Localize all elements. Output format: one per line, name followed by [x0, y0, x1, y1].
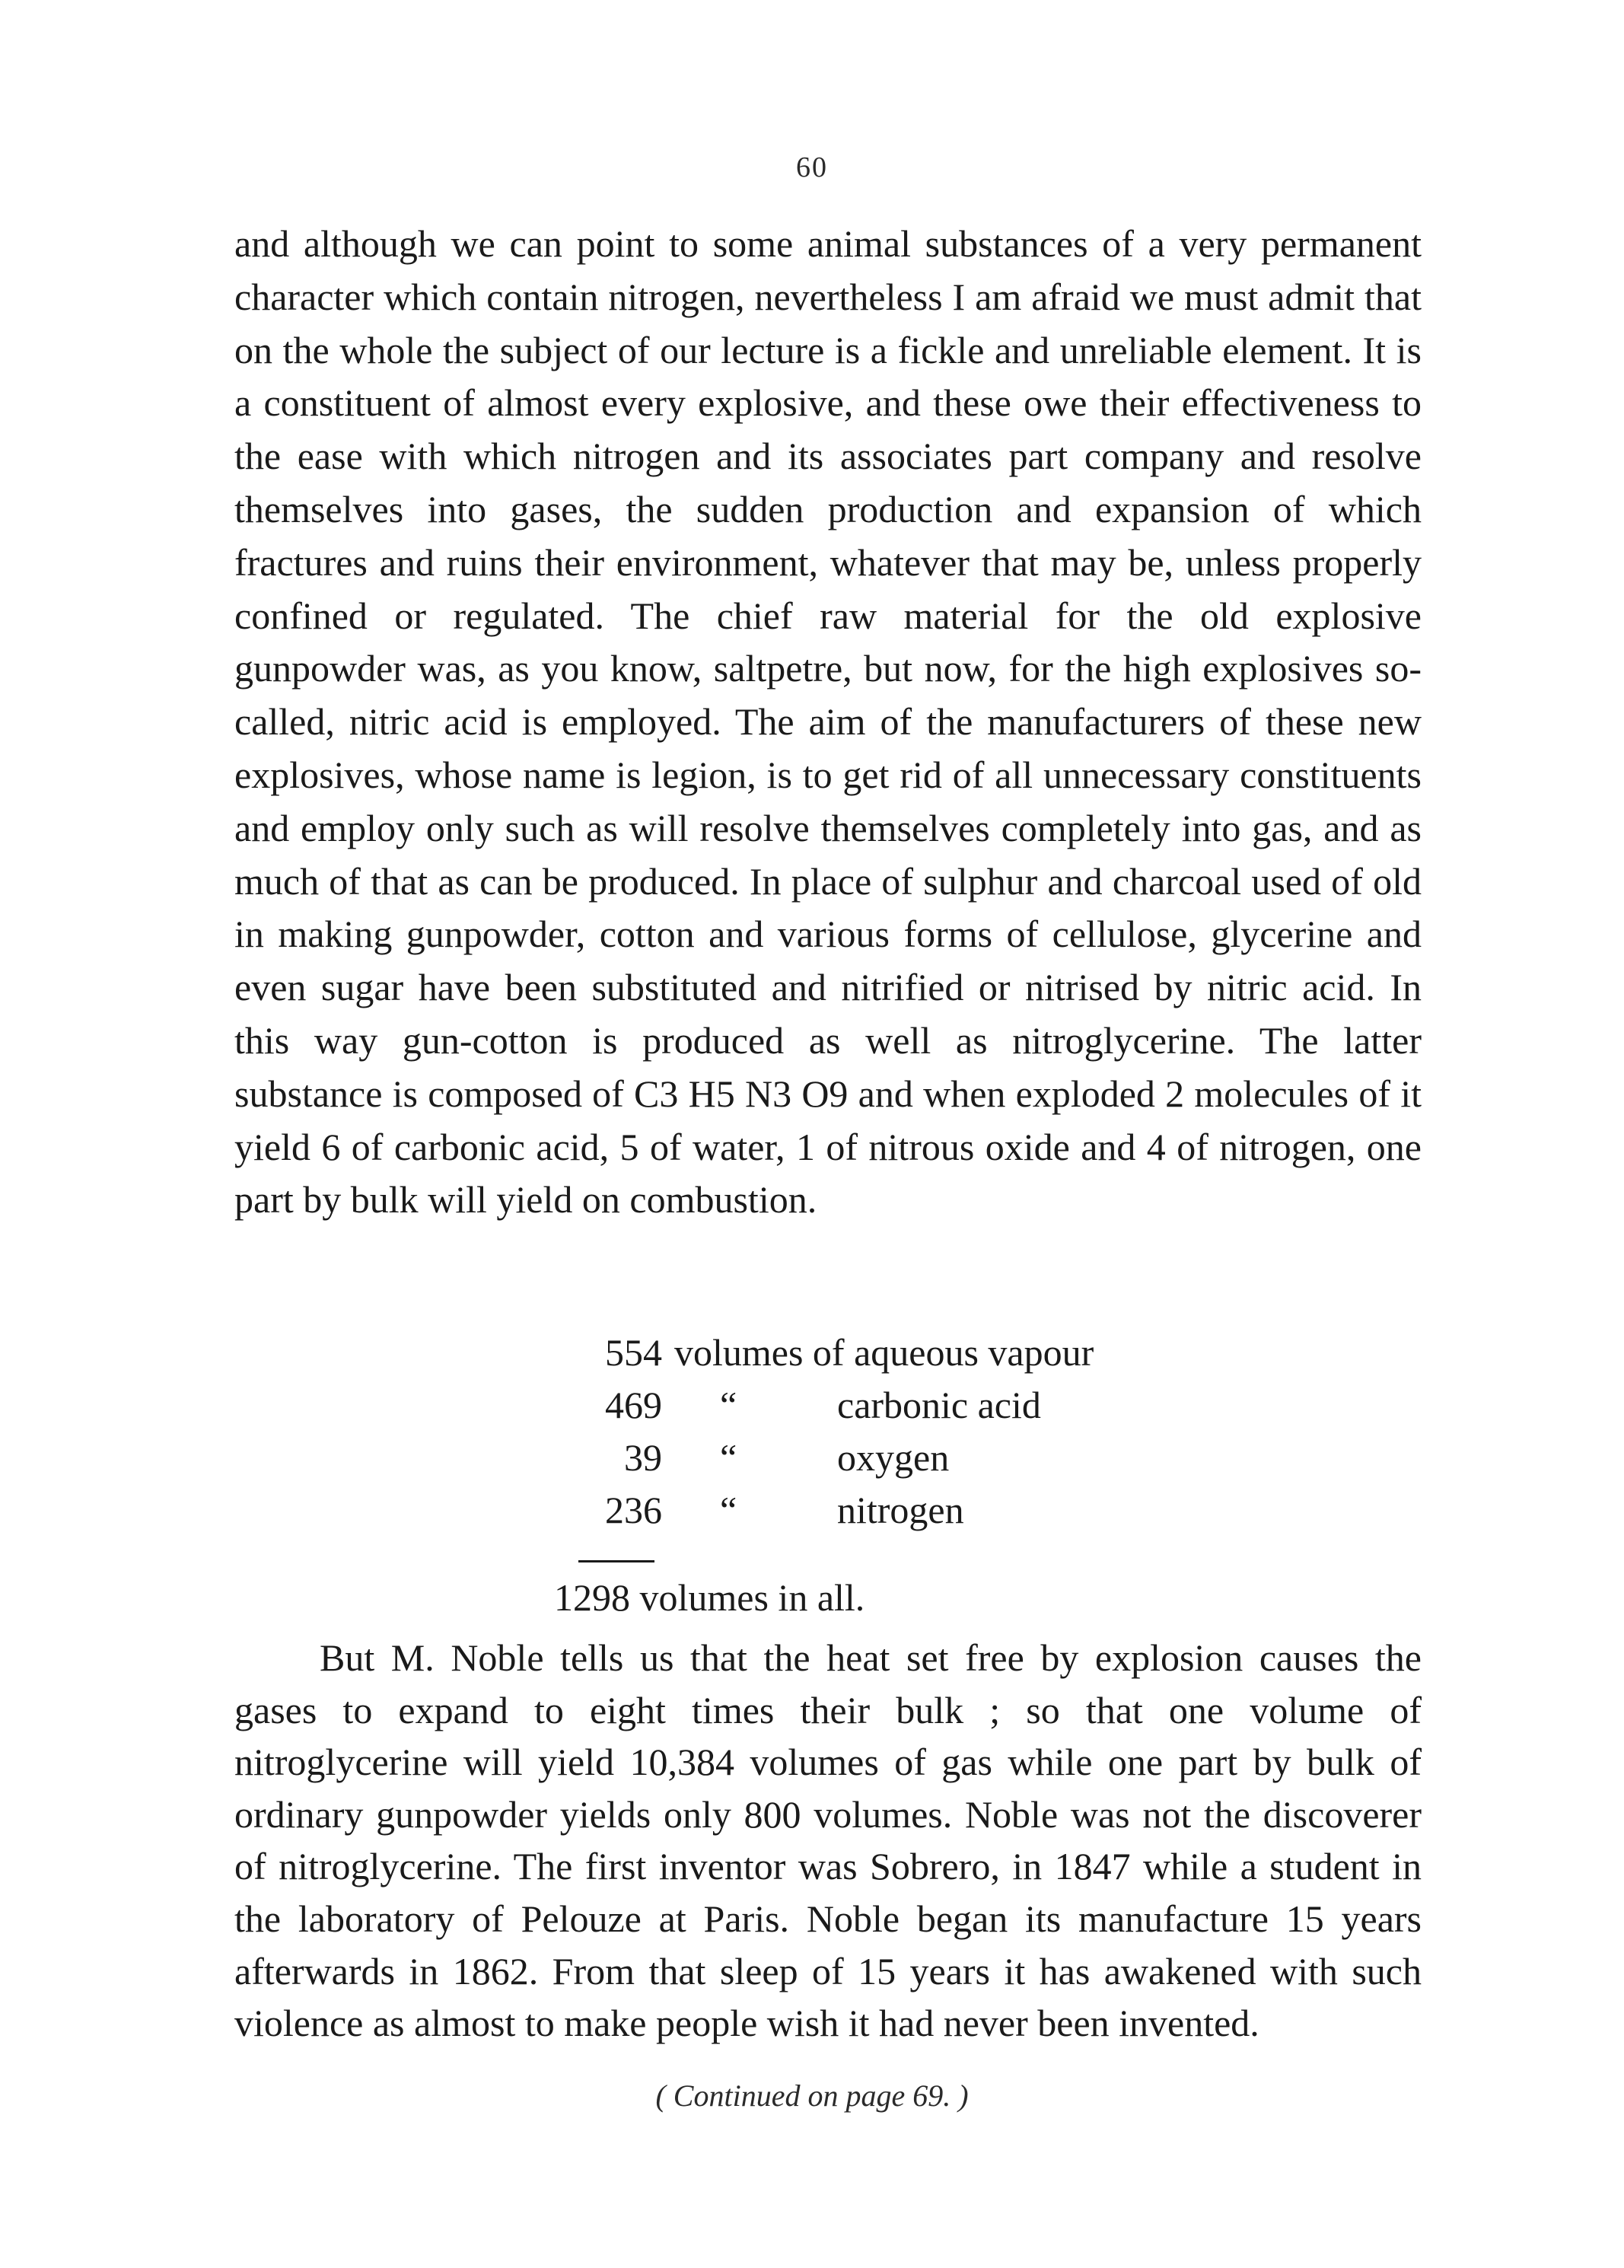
- volume-description: nitrogen: [837, 1489, 964, 1531]
- ditto-mark: “: [720, 1384, 737, 1426]
- page-number: 60: [796, 151, 828, 183]
- volume-number: 39: [624, 1436, 662, 1479]
- volume-number: 554: [605, 1331, 662, 1374]
- volume-description: volumes of aqueous vapour: [674, 1331, 1094, 1374]
- body-paragraph-1: [234, 218, 1422, 1227]
- volume-number: 469: [605, 1384, 662, 1426]
- paragraph-text: and although we can point to some animal substances of a very permanent character which contain nitrogen, nevertheless I am afraid we must admit that on the whole the subject of our lecture is a fickle and unreliable element. It is a constituent of almost every explosive, and these owe their effectiveness to the ease with which nitrogen and its associates part company and resolve themselves into gases, the sudden production and expansion of which fractures and ruins their environment, whatever that may be, unless properly confined or regulated. The chief raw material for the old explosive gunpowder was, as you know, saltpetre, but now, for the high explosives so-called, nitric acid is employed. The aim of the manufacturers of these new explosives, whose name is legion, is to get rid of all unnecessary constituents and employ only such as will resolve themselves completely into gas, and as much of that as can be produced. In place of sulphur and charcoal used of old in making gunpowder, cotton and various forms of cellulose, glycerine and even sugar have been substituted and nitrified or nitrised by nitric acid. In this way gun-cotton is produced as well as nitroglycerine. The latter substance is composed of C3 H5 N3 O9 and when exploded 2 molecules of it yield 6 of carbonic acid, 5 of water, 1 of nitrous oxide and 4 of nitrogen, one part by bulk will yield on combustion.: [234, 222, 1422, 1222]
- volume-description: carbonic acid: [837, 1384, 1041, 1426]
- volume-number: 236: [605, 1489, 662, 1531]
- sum-rule: [578, 1560, 654, 1562]
- continuation-note: ( Continued on page 69. ): [655, 2078, 969, 2113]
- body-paragraph-2: [234, 1632, 1422, 2050]
- volumes-total: 1298 volumes in all.: [554, 1576, 865, 1619]
- ditto-mark: “: [720, 1436, 737, 1479]
- paragraph-text: But M. Noble tells us that the heat set free by explosion causes the gases to expand to eight times their bulk ; so that one volume of nitroglycerine will yield 10,384 volumes of gas while one part by bulk of ordinary gunpowder yields only 800 volumes. Noble was not the discoverer of nitroglycerine. The first inventor was Sobrero, in 1847 while a student in the laboratory of Pelouze at Paris. Noble began its manufacture 15 years afterwards in 1862. From that sleep of 15 years it has awakened with such violence as almost to make people wish it had never been invented.: [234, 1636, 1422, 2045]
- volume-description: oxygen: [837, 1436, 950, 1479]
- ditto-mark: “: [720, 1489, 737, 1531]
